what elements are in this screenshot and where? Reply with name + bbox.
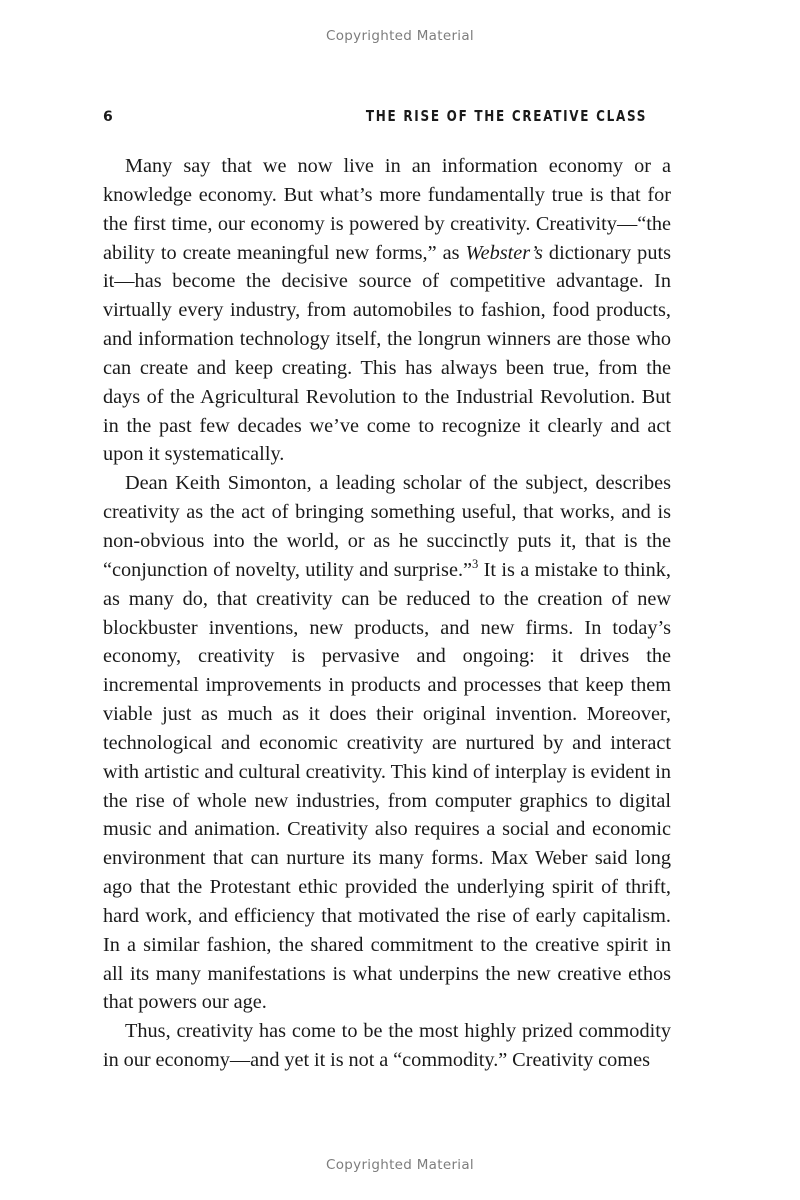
- running-head-title: THE RISE OF THE CREATIVE CLASS: [365, 107, 648, 125]
- paragraph: Thus, creativity has come to be the most highly prized commodity in our economy—and yet it is not a “commodity.” Creativity comes: [103, 1020, 671, 1072]
- copyright-watermark-bottom: Copyrighted Material: [326, 1157, 474, 1173]
- running-head: [103, 107, 670, 125]
- copyright-watermark-top: Copyrighted Material: [326, 28, 474, 44]
- paragraph: Many say that we now live in an information economy or a knowledge economy. But what’s more fundamentally true is that for the first time, our economy is powered by creativity. Creativity—“the ability to create meaningful new forms,” as Webster’s dictionary puts it—has become the decisive source of competitive advantage. In virtually every industry, from automobiles to fashion, food products, and information technology itself, the longrun winners are those who can create and keep creating. This has always been true, from the days of the Agricultural Revolution to the Industrial Revolution. But in the past few decades we’ve come to recognize it clearly and act upon it systematically.: [103, 155, 671, 466]
- body-text-column: [103, 152, 671, 1075]
- paragraph: Dean Keith Simonton, a leading scholar of the subject, describes creativity as the act of bringing something useful, that works, and is non-obvious into the world, or as he succinctly puts it, that is the “conjunction of novelty, utility and surprise.”$^3$ It is a mistake to think, as many do, that creativity can be reduced to the creation of new blockbuster inventions, new products, and new firms. In today’s economy, creativity is pervasive and ongoing: it drives the incremental improvements in products and processes that keep them viable just as much as it does their original invention. Moreover, technological and economic creativity are nurtured by and interact with artistic and cultural creativity. This kind of interplay is evident in the rise of whole new industries, from computer graphics to digital music and animation. Creativity also requires a social and economic environment that can nurture its many forms. Max Weber said long ago that the Protestant ethic provided the underlying spirit of thrift, hard work, and efficiency that motivated the rise of early capitalism. In a similar fashion, the shared commitment to the creative spirit in all its many manifestations is what underpins the new creative ethos that powers our age.: [103, 472, 671, 1014]
- page-number: 6: [103, 109, 113, 125]
